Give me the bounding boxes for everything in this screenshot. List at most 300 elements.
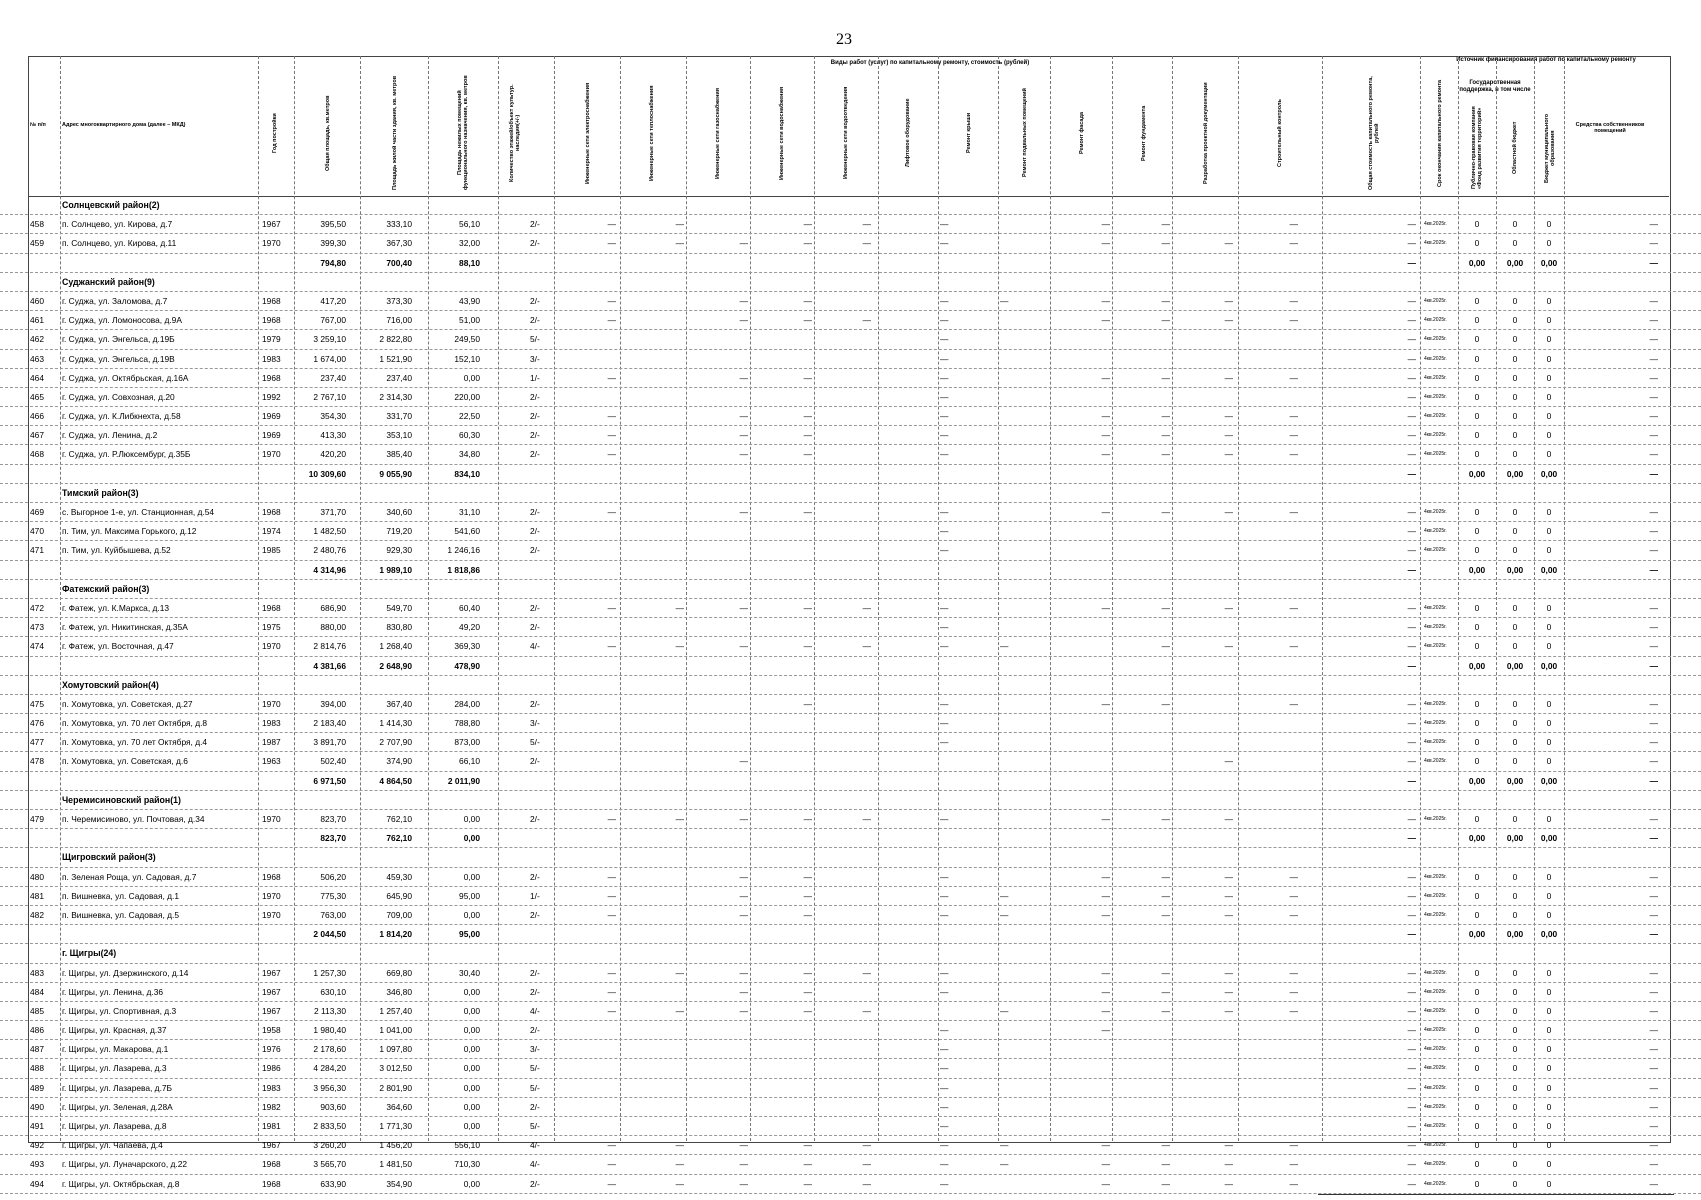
cell-floors: 4/- [530,641,540,652]
cell-num: 467 [30,430,44,441]
cell-munic: 0 [1546,641,1552,652]
cell-addr: г. Щигры, ул. Чапаева, д.4 [62,1140,163,1151]
cell-year: 1983 [262,1082,281,1093]
cell-living: 1 456,20 [379,1140,412,1151]
cell-area: 775,30 [320,890,346,901]
cell-area: 767,00 [320,315,346,326]
cell-addr: п. Хомутовка, ул. Советская, д.6 [62,756,188,767]
register-table-body [0,196,1701,1194]
cell-addr: г. Щигры, ул. Спортивная, д.3 [62,1005,177,1016]
cell-control: — [1289,295,1298,306]
cell-oblast: 0 [1512,622,1518,633]
cell-year: 1967 [262,1005,281,1016]
cell-fund: 0 [1474,449,1480,460]
cell-total: — [1407,1044,1416,1055]
cell-munic: 0 [1546,622,1552,633]
cell-project: — [1224,756,1233,767]
cell-area: 371,70 [320,507,346,517]
cell-facade: — [1101,449,1110,460]
cell-water: — [803,814,812,824]
cell-fund: 0 [1474,622,1480,633]
cell-total: — [1407,295,1416,306]
cell-munic: 0,00 [1540,929,1558,940]
cell-floors: 5/- [530,737,540,748]
cell-living: 645,90 [386,890,412,901]
cell-total: — [1407,1005,1416,1016]
cell-term: 4кв.2025г. [1424,969,1447,976]
cell-year: 1967 [262,967,281,978]
cell-living: 1 257,40 [379,1005,412,1016]
table-row [0,350,1701,369]
cell-floors: 5/- [530,1082,540,1093]
cell-oblast: 0 [1512,411,1518,422]
cell-total: — [1407,967,1416,978]
cell-gas: — [739,1159,748,1170]
cell-water: — [803,219,812,230]
cell-water: — [803,1140,812,1151]
cell-gas: — [739,238,748,249]
cell-water: — [803,641,812,652]
footer-rule [1318,1194,1674,1195]
col-header-living-area: Площадь жилой части здания, кв. метров [391,75,398,191]
cell-gas: — [739,909,748,920]
cell-living: 1 521,90 [379,353,412,364]
cell-num: 484 [30,986,44,997]
cell-year: 1967 [262,986,281,997]
col-header-munic: Бюджет муниципального образования [1543,113,1556,183]
cell-total: — [1407,833,1416,844]
cell-own: — [1649,641,1658,652]
cell-term: 4кв.2025г. [1424,1103,1447,1110]
cell-term: 4кв.2025г. [1424,221,1447,228]
cell-area: 1 482,50 [313,526,346,537]
district-name: Суджанский район(9) [62,276,155,287]
cell-oblast: 0 [1512,967,1518,978]
cell-fund: 0 [1474,507,1480,517]
cell-own: — [1649,372,1658,383]
cell-fund: 0 [1474,718,1480,729]
cell-num: 463 [30,353,44,364]
col-header-lift: Лифтовое оборудование [904,98,911,168]
cell-area: 4 381,66 [313,660,346,671]
cell-fund: 0 [1474,430,1480,441]
cell-gas: — [739,814,748,824]
cell-project: — [1224,871,1233,882]
cell-roof: — [940,1082,949,1093]
cell-electric: — [607,986,616,997]
cell-oblast: 0 [1512,219,1518,230]
funding-caption: Источник финансирования работ по капитальному ремонту [1456,57,1636,63]
cell-oblast: 0 [1512,315,1518,326]
cell-floors: 1/- [530,372,540,383]
cell-electric: — [607,238,616,249]
cell-addr: г. Щигры, ул. Макарова, д.1 [62,1044,169,1055]
cell-living: 549,70 [386,602,412,613]
cell-sewer: — [862,1178,871,1189]
cell-water: — [803,507,812,517]
cell-addr: п. Хомутовка, ул. 70 лет Октября, д.4 [62,737,208,748]
cell-control: — [1289,507,1298,517]
cell-num: 480 [30,871,44,882]
cell-water: — [803,449,812,460]
cell-num: 477 [30,737,44,748]
cell-floors: 2/- [530,871,540,882]
cell-fund: 0 [1474,1082,1480,1093]
cell-total: — [1407,814,1416,824]
cell-water: — [803,411,812,422]
cell-munic: 0,00 [1540,833,1558,844]
cell-fund: 0 [1474,372,1480,383]
cell-year: 1970 [262,449,281,460]
cell-oblast: 0 [1512,641,1518,652]
subtotal-row [0,254,1701,273]
cell-roof: — [940,1063,949,1074]
cell-facade: — [1101,295,1110,306]
cell-water: — [803,909,812,920]
cell-year: 1970 [262,814,281,824]
table-row [0,234,1701,253]
cell-living: 700,40 [386,257,412,268]
cell-total: — [1407,929,1416,940]
cell-living: 2 801,90 [379,1082,412,1093]
cell-project: — [1224,1140,1233,1151]
table-row [0,1079,1701,1098]
cell-own: — [1649,391,1658,402]
cell-fund: 0 [1474,334,1480,345]
cell-total: — [1407,1101,1416,1112]
cell-oblast: 0 [1512,1005,1518,1016]
cell-foundation: — [1161,967,1170,978]
cell-term: 4кв.2025г. [1424,739,1447,746]
cell-addr: г. Щигры, ул. Лазарева, д.7Б [62,1082,173,1093]
cell-electric: — [607,1140,616,1151]
cell-num: 490 [30,1101,44,1112]
cell-own: — [1649,468,1658,479]
cell-area: 3 260,20 [313,1140,346,1151]
cell-roof: — [940,295,949,306]
cell-water: — [803,1178,812,1189]
cell-total: — [1407,1121,1416,1131]
cell-roof: — [940,1121,949,1131]
cell-living: 709,00 [386,909,412,920]
cell-fund: 0 [1474,1121,1480,1131]
cell-own: — [1649,1101,1658,1112]
cell-num: 479 [30,814,44,824]
cell-year: 1968 [262,1178,281,1189]
cell-num: 468 [30,449,44,460]
cell-water: — [803,967,812,978]
cell-own: — [1649,1025,1658,1036]
cell-nonliving: 0,00 [463,814,480,824]
cell-living: 2 707,90 [379,737,412,748]
cell-fund: 0 [1474,391,1480,402]
cell-num: 482 [30,909,44,920]
cell-floors: 2/- [530,698,540,709]
cell-nonliving: 49,20 [459,622,480,633]
cell-floors: 4/- [530,1140,540,1151]
cell-facade: — [1101,1140,1110,1151]
cell-total: — [1407,602,1416,613]
cell-fund: 0,00 [1468,257,1486,268]
cell-floors: 2/- [530,1101,540,1112]
cell-fund: 0 [1474,698,1480,709]
cell-year: 1970 [262,698,281,709]
cell-own: — [1649,1178,1658,1189]
cell-floors: 4/- [530,1159,540,1170]
cell-electric: — [607,814,616,824]
cell-oblast: 0,00 [1506,775,1524,786]
cell-foundation: — [1161,1159,1170,1170]
cell-term: 4кв.2025г. [1424,873,1447,880]
cell-living: 1 814,20 [379,929,412,940]
cell-area: 823,70 [320,814,346,824]
cell-munic: 0 [1546,391,1552,402]
cell-area: 4 314,96 [313,564,346,575]
cell-total: — [1407,468,1416,479]
cell-year: 1975 [262,622,281,633]
cell-year: 1968 [262,871,281,882]
cell-total: — [1407,756,1416,767]
cell-year: 1968 [262,295,281,306]
cell-area: 354,30 [320,411,346,422]
cell-year: 1969 [262,430,281,441]
cell-term: 4кв.2025г. [1424,413,1447,420]
cell-addr: п. Хомутовка, ул. 70 лет Октября, д.8 [62,718,208,729]
col-header-facade: Ремонт фасада [1078,111,1085,155]
cell-num: 485 [30,1005,44,1016]
cell-total: — [1407,219,1416,230]
cell-fund: 0 [1474,526,1480,537]
cell-area: 3 259,10 [313,334,346,345]
cell-nonliving: 0,00 [463,1025,480,1036]
cell-year: 1976 [262,1044,281,1055]
cell-term: 4кв.2025г. [1424,700,1447,707]
cell-fund: 0 [1474,545,1480,556]
cell-term: 4кв.2025г. [1424,1007,1447,1014]
cell-addr: г. Фатеж, ул. К.Маркса, д.13 [62,602,170,613]
cell-own: — [1649,814,1658,824]
cell-roof: — [940,1159,949,1170]
cell-facade: — [1101,1005,1110,1016]
cell-area: 399,30 [320,238,346,249]
cell-facade: — [1101,890,1110,901]
cell-oblast: 0 [1512,430,1518,441]
cell-munic: 0 [1546,698,1552,709]
cell-addr: г. Фатеж, ул. Никитинская, д.35А [62,622,188,633]
cell-munic: 0 [1546,526,1552,537]
cell-electric: — [607,411,616,422]
subtotal-row [0,657,1701,676]
cell-foundation: — [1161,372,1170,383]
table-row [0,311,1701,330]
cell-num: 470 [30,526,44,537]
state-support-caption: Государственная поддержка, в том числе [1459,80,1531,93]
cell-area: 417,20 [320,295,346,306]
table-row [0,1021,1701,1040]
cell-addr: г. Щигры, ул. Луначарского, д.22 [62,1159,188,1170]
cell-project: — [1224,890,1233,901]
cell-floors: 2/- [530,814,540,824]
cell-term: 4кв.2025г. [1424,451,1447,458]
cell-addr: г. Щигры, ул. Лазарева, д.3 [62,1063,167,1074]
cell-fund: 0,00 [1468,775,1486,786]
cell-own: — [1649,507,1658,517]
cell-munic: 0 [1546,411,1552,422]
cell-nonliving: 60,40 [459,602,480,613]
cell-control: — [1289,372,1298,383]
cell-facade: — [1101,372,1110,383]
cell-roof: — [940,737,949,748]
cell-addr: г. Суджа, ул. Заломова, д.7 [62,295,168,306]
cell-munic: 0 [1546,1159,1552,1170]
cell-foundation: — [1161,1140,1170,1151]
cell-foundation: — [1161,411,1170,422]
cell-year: 1981 [262,1121,281,1131]
col-header-fund: Публично-правовая компания «Фонд развития территорий» [1470,106,1483,190]
cell-num: 466 [30,411,44,422]
cell-term: 4кв.2025г. [1424,1161,1447,1168]
cell-electric: — [607,1159,616,1170]
cell-munic: 0 [1546,295,1552,306]
cell-term: 4кв.2025г. [1424,432,1447,439]
cell-gas: — [739,430,748,441]
cell-term: 4кв.2025г. [1424,547,1447,554]
cell-area: 502,40 [320,756,346,767]
cell-project: — [1224,315,1233,326]
cell-nonliving: 710,30 [454,1159,480,1170]
cell-living: 669,80 [386,967,412,978]
table-row [0,1059,1701,1078]
cell-electric: — [607,449,616,460]
cell-area: 2 833,50 [313,1121,346,1131]
cell-total: — [1407,1063,1416,1074]
cell-basement: — [1000,890,1009,901]
cell-addr: с. Выгорное 1-е, ул. Станционная, д.54 [62,507,215,517]
cell-own: — [1649,295,1658,306]
district-row [0,196,1701,215]
cell-oblast: 0,00 [1506,929,1524,940]
cell-fund: 0 [1474,1159,1480,1170]
cell-area: 2 044,50 [313,929,346,940]
cell-control: — [1289,1005,1298,1016]
cell-addr: п. Солнцево, ул. Кирова, д.7 [62,219,173,230]
cell-roof: — [940,315,949,326]
cell-total: — [1407,545,1416,556]
cell-floors: 2/- [530,986,540,997]
cell-fund: 0 [1474,909,1480,920]
cell-foundation: — [1161,641,1170,652]
cell-facade: — [1101,814,1110,824]
cell-nonliving: 32,00 [459,238,480,249]
cell-electric: — [607,1178,616,1189]
district-name: Фатежский район(3) [62,583,150,594]
cell-foundation: — [1161,238,1170,249]
cell-living: 364,60 [386,1101,412,1112]
cell-oblast: 0 [1512,890,1518,901]
cell-term: 4кв.2025г. [1424,1065,1447,1072]
cell-roof: — [940,334,949,345]
cell-sewer: — [862,814,871,824]
cell-project: — [1224,986,1233,997]
cell-munic: 0,00 [1540,660,1558,671]
cell-water: — [803,871,812,882]
cell-nonliving: 22,50 [459,411,480,422]
cell-year: 1983 [262,353,281,364]
cell-year: 1983 [262,718,281,729]
cell-control: — [1289,430,1298,441]
cell-living: 353,10 [386,430,412,441]
cell-project: — [1224,372,1233,383]
cell-living: 9 055,90 [379,468,412,479]
cell-total: — [1407,718,1416,729]
cell-living: 1 771,30 [379,1121,412,1131]
cell-area: 420,20 [320,449,346,460]
cell-living: 1 268,40 [379,641,412,652]
cell-heat: — [675,1159,684,1170]
cell-oblast: 0 [1512,238,1518,249]
cell-control: — [1289,1159,1298,1170]
cell-munic: 0 [1546,219,1552,230]
cell-floors: 2/- [530,315,540,326]
cell-electric: — [607,871,616,882]
cell-electric: — [607,890,616,901]
cell-living: 830,80 [386,622,412,633]
table-row [0,1175,1701,1194]
cell-facade: — [1101,909,1110,920]
cell-foundation: — [1161,986,1170,997]
cell-num: 473 [30,622,44,633]
cell-total: — [1407,871,1416,882]
cell-heat: — [675,641,684,652]
cell-munic: 0 [1546,334,1552,345]
cell-roof: — [940,238,949,249]
cell-year: 1968 [262,602,281,613]
cell-num: 483 [30,967,44,978]
cell-term: 4кв.2025г. [1424,758,1447,765]
cell-roof: — [940,909,949,920]
cell-control: — [1289,909,1298,920]
cell-own: — [1649,660,1658,671]
cell-total: — [1407,564,1416,575]
table-row [0,695,1701,714]
cell-sewer: — [862,641,871,652]
cell-num: 459 [30,238,44,249]
cell-foundation: — [1161,507,1170,517]
cell-facade: — [1101,507,1110,517]
cell-own: — [1649,775,1658,786]
col-header-water: Инженерные сети водоснабжения [778,86,785,180]
cell-addr: г. Щигры, ул. Зеленая, д.28А [62,1101,173,1112]
cell-year: 1970 [262,641,281,652]
cell-control: — [1289,871,1298,882]
cell-oblast: 0 [1512,602,1518,613]
cell-fund: 0 [1474,641,1480,652]
cell-oblast: 0 [1512,1101,1518,1112]
cell-project: — [1224,814,1233,824]
cell-addr: п. Зеленая Роща, ул. Садовая, д.7 [62,871,197,882]
cell-nonliving: 88,10 [459,257,480,268]
cell-munic: 0 [1546,507,1552,517]
cell-water: — [803,698,812,709]
col-header-heat: Инженерные сети теплоснабжения [648,85,655,181]
cell-munic: 0 [1546,814,1552,824]
cell-own: — [1649,1121,1658,1131]
cell-area: 4 284,20 [313,1063,346,1074]
cell-floors: 2/- [530,756,540,767]
cell-fund: 0 [1474,238,1480,249]
cell-munic: 0 [1546,1025,1552,1036]
cell-oblast: 0,00 [1506,257,1524,268]
